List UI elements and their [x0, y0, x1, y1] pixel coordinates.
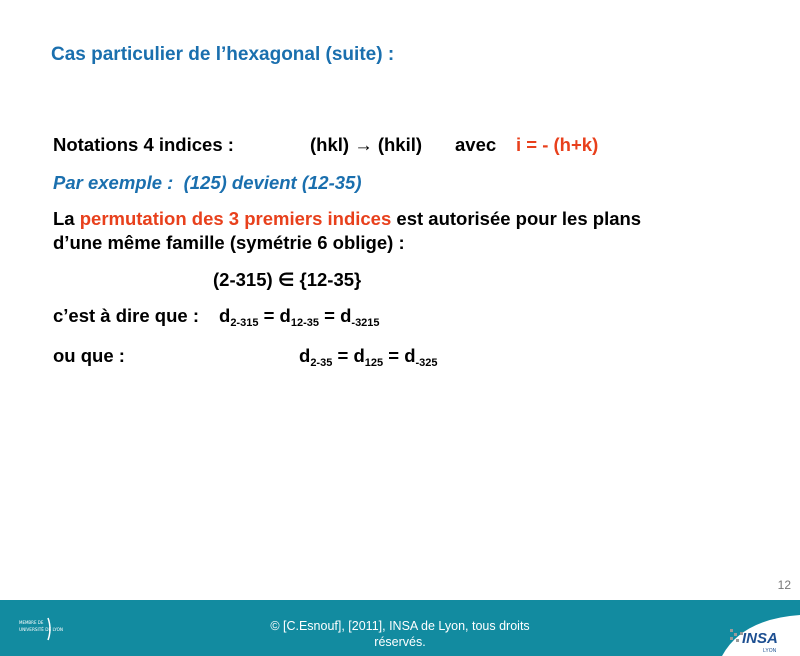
- avec-label: avec: [455, 134, 497, 155]
- slide-title: Cas particulier de l’hexagonal (suite) :: [51, 44, 395, 65]
- svg-text:MEMBRE DE: MEMBRE DE: [19, 620, 44, 625]
- index-formula: i = - (h+k): [516, 134, 599, 155]
- page-number: 12: [777, 578, 791, 592]
- permutation-line-2: d’une même famille (symétrie 6 oblige) :: [53, 232, 405, 253]
- example-text: (125) devient (12-35): [183, 172, 362, 193]
- notations-label: Notations 4 indices :: [53, 134, 234, 155]
- permutation-line-1: La permutation des 3 premiers indices est autorisée pour les plans: [53, 208, 642, 229]
- equality1-label: c’est à dire que :: [53, 305, 199, 326]
- copyright-text: © [C.Esnouf], [2011], INSA de Lyon, tous droits réservés.: [270, 619, 530, 649]
- insa-lyon-logo: [722, 615, 800, 656]
- footer-bar: [0, 600, 800, 656]
- element-of-icon: ∈: [277, 269, 295, 290]
- equality-line-1: [53, 305, 553, 331]
- svg-text:INSA: INSA: [742, 630, 778, 647]
- equality1-formula: $d_{2-315} = d_{12-35} = d_{-3215}$: [219, 305, 380, 329]
- equality2-label: ou que :: [53, 345, 125, 366]
- equality-line-2: [53, 345, 553, 371]
- example-label: Par exemple :: [53, 172, 174, 193]
- svg-text:LYON: LYON: [763, 648, 777, 654]
- equality2-formula: $d_{2-35} = d_{125} = d_{-325}$: [299, 345, 438, 369]
- permutation-highlight: permutation des 3 premiers indices: [79, 208, 392, 229]
- svg-text:UNIVERSITÉ DE LYON: UNIVERSITÉ DE LYON: [19, 627, 64, 632]
- hkl-notation: (hkl) → (hkil): [310, 134, 423, 155]
- arrow-icon: →: [354, 134, 373, 155]
- notations-line: [53, 134, 753, 158]
- example-line: [53, 172, 361, 194]
- membership-line: (2-315) ∈ {12-35}: [213, 269, 362, 290]
